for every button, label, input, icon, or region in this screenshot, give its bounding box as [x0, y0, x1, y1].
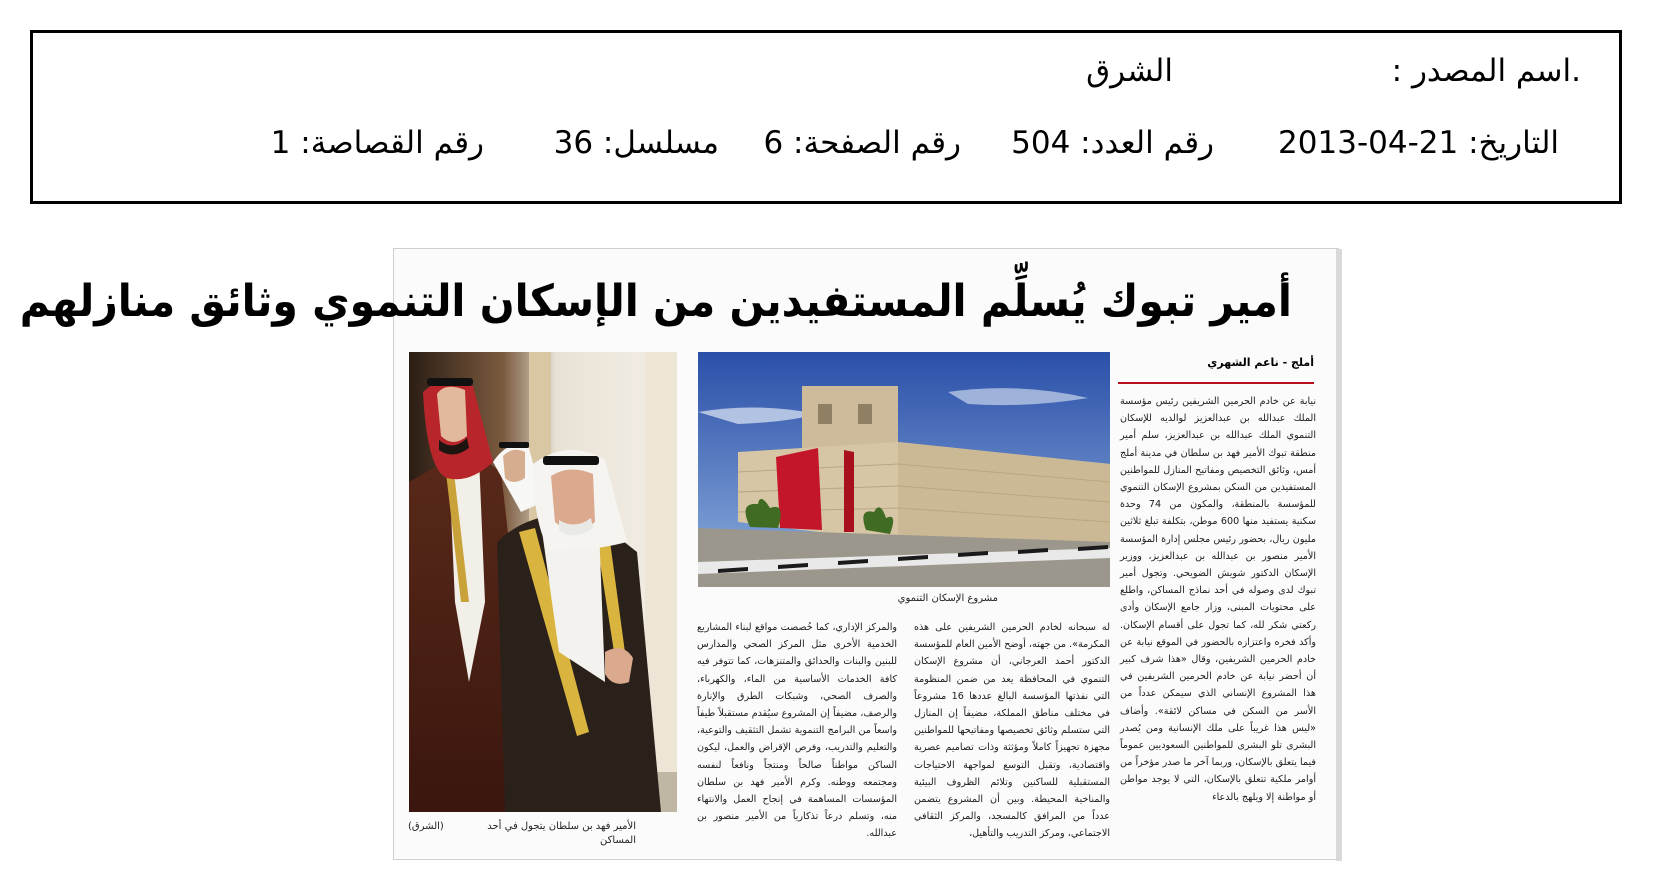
article-column-3: والمركز الإداري، كما خُصصت مواقع لبناء المشاريع الخدمية الأخرى مثل المركز الصحي والمدارس للبنين والبنات والحدائق والمتنزهات، كما تتوفر فيه كافة الخدمات الأساسية من الماء، والكهرباء، والصرف الصحي، وشبكات الطرق والإنارة والرصف، مضيفاً إن المشروع سيُقدم مستقبلاً طيفاً واسعاً من البرامج التنموية تشمل التثقيف والتوعية، والتعليم والتدريب، وفرص الإقراض والعمل، ليكون الساكن مواطناً صالحاً ومنتجاً ونافعاً لنفسه ومجتمعه ووطنه. وكرم الأمير فهد بن سلطان المؤسسات المساهمة في إنجاح العمل والانتهاء منه، وتسلم درعاً تذكارياً من الأمير منصور بن عبدالله.: [697, 622, 897, 840]
prince-photo: [409, 352, 677, 812]
photo-credit: (الشرق): [408, 821, 444, 832]
article-column-1: نيابة عن خادم الحرمين الشريفين رئيس مؤسسة الملك عبدالله بن عبدالعزيز لوالديه للإسكان التنموي الملك عبدالله بن عبدالعزيز، سلم أمير منطقة تبوك الأمير فهد بن سلطان في مدينة أملج أمس، وثائق التخصيص ومفاتيح المنازل للمواطنين المستفيدين من السكن بمشروع الإسكان التنموي للمؤسسة بالمنطقة، والمكون من 74 وحدة سكنية يستفيد منها 600 موطن، بتكلفة تبلغ ثلاثين مليون ريال، بحضور رئيس مجلس إدارة المؤسسة الأمير منصور بن عبدالله بن عبدالعزيز، ووزير الإسكان الدكتور شويش الضويحي. وتجول أمير تبوك لدى وصوله في أحد نماذج المساكن، واطلع على محتويات المبنى، وزار جامع الإسكان وأدى ركعتي شكر لله، كما تجول على أقسام الإسكان. وأكد فخره واعتزازه بالحضور في الموقع نيابة عن خادم الحرمين الشريفين، وقال «هذا شرف كبير أن أحضر نيابة عن خادم الحرمين الشريفين في هذا المشروع الإنساني الذي سيمكن عدداً من الأسر من السكن في مساكن لائقة». وأضاف «ليس هذا غريباً على ملك الإنسانية ومن يُصدر البشرى تلو البشرى للمواطنين السعوديين عموماً فيما يتعلق بالإسكان، وربما آخر ما صدر مؤخراً من أوامر ملكية تتعلق بالإسكان، التي لا يوجد مواطن أو مواطنة إلا ويلهج بالدعاء: [1120, 396, 1316, 803]
clip-number: رقم القصاصة: 1: [270, 125, 484, 161]
issue-number: رقم العدد: 504: [1011, 125, 1214, 161]
source-info-box: [30, 30, 1622, 204]
clipping-edge: [1336, 249, 1342, 861]
housing-project-photo: [698, 352, 1110, 587]
page-number: رقم الصفحة: 6: [763, 125, 961, 161]
house-photo-caption: مشروع الإسكان التنموي: [897, 593, 998, 604]
article-byline: أملج - ناعم الشهري: [1118, 352, 1314, 384]
source-label: .اسم المصدر :: [1391, 53, 1581, 89]
date-field: التاريخ: 21-04-2013: [1278, 125, 1559, 161]
article-headline: أمير تبوك يُسلِّم المستفيدين من الإسكان التنموي وثائق منازلهم: [19, 276, 1292, 327]
details-line: [63, 125, 1559, 171]
article-column-2: له سبحانه لخادم الحرمين الشريفين على هذه المكرمة». من جهته، أوضح الأمين العام للمؤسسة الدكتور أحمد العرجاني، أن مشروع الإسكان التنموي في المحافظة يعد من ضمن المنظومة التي نفذتها المؤسسة البالغ عددها 16 مشروعاً في مختلف مناطق المملكة، مضيفاً إن المنازل التي ستسلم وثائق تخصيصها ومفاتيحها للمواطنين مجهزة تجهيزاً كاملاً ومؤثثة وذات تصاميم عصرية واقتصادية، وتقبل التوسع لمواجهة الاحتياجات المستقبلية للساكنين وتلائم الظروف البيئية والمناخية المحيطة. وبين أن المشروع يتضمن عدداً من المرافق كالمسجد، والمركز الثقافي الاجتماعي، ومركز التدريب والتأهيل،: [914, 622, 1110, 840]
prince-photo-caption: الأمير فهد بن سلطان يتجول في أحد المساكن: [487, 821, 636, 846]
serial-number: مسلسل: 36: [553, 125, 719, 161]
source-name: الشرق: [1086, 53, 1173, 89]
source-line: [33, 53, 1581, 99]
newspaper-clipping: [19, 248, 1339, 860]
